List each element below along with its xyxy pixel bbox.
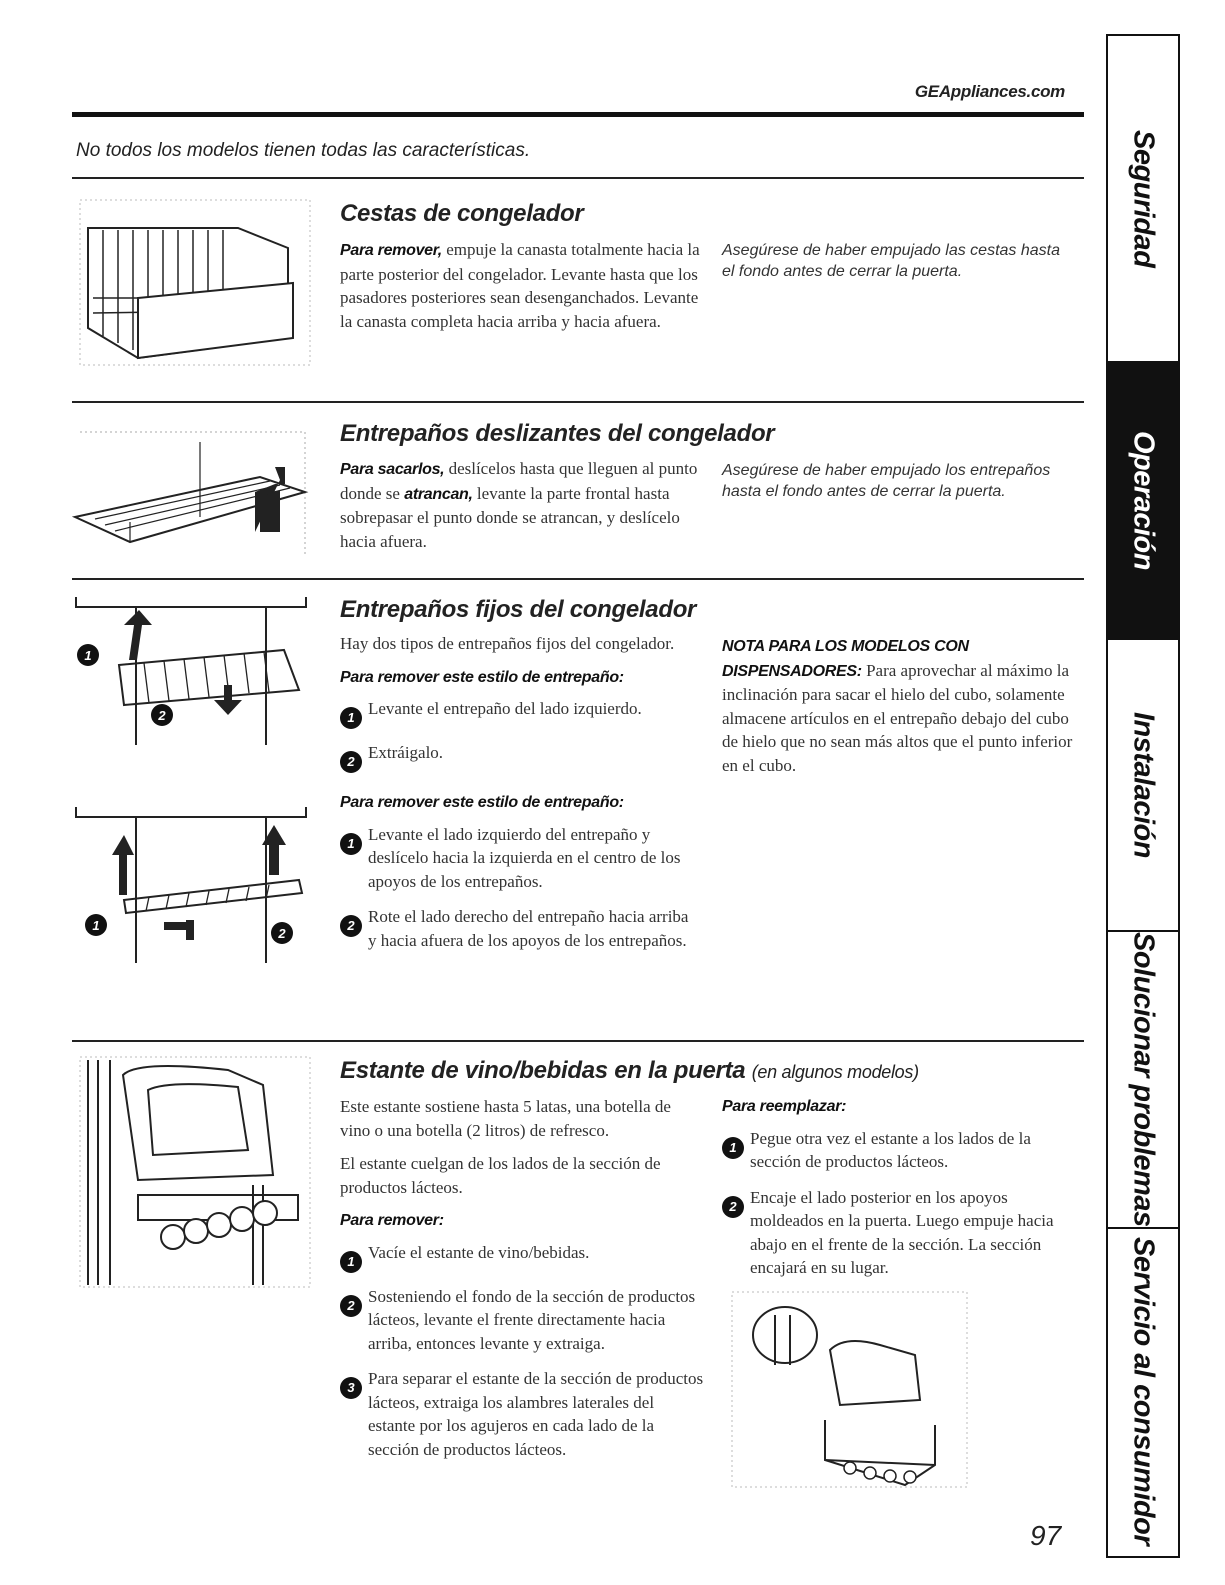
- section-title-baskets: Cestas de congelador: [340, 200, 584, 227]
- fixed-intro: Hay dos tipos de entrepaños fijos del congelador.: [340, 634, 675, 653]
- section-tabs: [1106, 34, 1180, 1558]
- step-text: Encaje el lado posterior en los apoyos moldeados en la puerta. Luego empuje hacia abajo en el frente de la sección. La sección encajará en su lugar.: [750, 1187, 1054, 1277]
- replace-text: [722, 1095, 1074, 1292]
- tab-label: Instalación: [1127, 712, 1160, 858]
- style1-step: [340, 741, 700, 773]
- section-title-sliding-shelves: Entrepaños deslizantes del congelador: [340, 420, 775, 447]
- baskets-body: empuje la canasta totalmente hacia la parte posterior del congelador. Levante hasta que los pasadores posteriores sean desenganchados. Levante la canasta completa hacia arriba y hacia afuera.: [340, 240, 700, 331]
- step-text: Extráigalo.: [368, 743, 444, 762]
- step-text: Pegue otra vez el estante a los lados de la sección de productos lácteos.: [750, 1128, 1031, 1171]
- sliding-body-a: deslícelos hasta que lleguen al punto donde se: [340, 459, 698, 503]
- style2-step: [340, 905, 700, 952]
- step-number-icon: 2: [340, 1295, 362, 1317]
- step-number-icon: 1: [340, 1251, 362, 1273]
- basket-illustration: [78, 198, 313, 368]
- section-rule: [72, 177, 1084, 179]
- step-text: Vacíe el estante de vino/bebidas.: [368, 1242, 590, 1262]
- sliding-side-note: Asegúrese de haber empujado los entrepaños hasta el fondo antes de cerrar la puerta.: [722, 462, 1051, 500]
- wine-subtitle: (en algunos modelos): [751, 1062, 919, 1082]
- fixed-shelves-text: [340, 632, 700, 964]
- style1-label: Para remover este estilo de entrepaño:: [340, 668, 624, 686]
- style1-step: [340, 697, 700, 729]
- dispenser-note-body: Para aprovechar al máximo la inclinación para sacar el hielo del cubo, solamente almacene artículos en el entrepaño debajo del cubo de hielo que no sean más altos que el punto inferior en el cubo.: [722, 660, 1073, 775]
- section-rule: [72, 578, 1084, 580]
- style2-callout-1: 1: [92, 918, 100, 933]
- page-number: 97: [1030, 1520, 1062, 1551]
- tab-label: Solucionar problemas: [1127, 932, 1160, 1227]
- style2-step: [340, 823, 700, 894]
- sliding-shelves-text: [340, 457, 700, 553]
- wine-p1: Este estante sostiene hasta 5 latas, una botella de vino o una botella (2 litros) de refresco.: [340, 1097, 671, 1140]
- step-number-icon: 2: [340, 915, 362, 937]
- step-number-icon: 1: [340, 833, 362, 855]
- step-number-icon: 1: [722, 1137, 744, 1159]
- step-number-icon: 2: [340, 751, 362, 773]
- remove-label: Para remover:: [340, 1212, 444, 1229]
- step-number-icon: 3: [340, 1377, 362, 1399]
- step-text: Rote el lado derecho del entrepaño hacia arriba y hacia afuera de los apoyos de los entrepaños.: [368, 907, 689, 950]
- tab-label: Servicio al consumidor: [1127, 1237, 1160, 1546]
- tab-servicio-al-consumidor[interactable]: [1108, 1229, 1178, 1554]
- sliding-lead: Para sacarlos,: [340, 461, 445, 478]
- tab-label: Seguridad: [1127, 129, 1160, 268]
- site-url[interactable]: GEAppliances.com: [914, 82, 1065, 101]
- section-title-fixed-shelves: Entrepaños fijos del congelador: [340, 596, 697, 623]
- step-text: Sosteniendo el fondo de la sección de productos lácteos, levante el frente directamente hacia arriba, entonces levante y extraiga.: [368, 1286, 696, 1353]
- section-rule: [72, 1040, 1084, 1042]
- style2-callout-2: 2: [278, 926, 286, 941]
- models-note: No todos los modelos tienen todas las características.: [76, 140, 531, 161]
- style2-label: Para remover este estilo de entrepaño:: [340, 794, 624, 811]
- tab-solucionar-problemas[interactable]: [1108, 932, 1178, 1229]
- remove-step: [340, 1241, 705, 1273]
- sliding-body-b: levante la parte frontal hasta sobrepasar el punto donde se atrancan, y deslícelo hacia afuera.: [340, 483, 680, 551]
- wine-p2: El estante cuelgan de los lados de la sección de productos lácteos.: [340, 1154, 661, 1197]
- tab-label: Operación: [1127, 431, 1160, 570]
- header-rule: [72, 112, 1084, 117]
- style1-callout-1: 1: [84, 648, 92, 663]
- step-number-icon: 1: [340, 707, 362, 729]
- step-number-icon: 2: [722, 1196, 744, 1218]
- fixed-shelf-style1-illustration: [74, 595, 314, 750]
- section-title-wine-rack: [340, 1057, 919, 1085]
- tab-instalacion[interactable]: [1108, 640, 1178, 932]
- fixed-shelf-style2-illustration: [74, 805, 314, 965]
- remove-step: [340, 1285, 705, 1356]
- step-text: Levante el entrepaño del lado izquierdo.: [368, 699, 642, 718]
- wine-rack-text: [340, 1095, 705, 1473]
- baskets-text: [340, 238, 700, 333]
- rack-attach-illustration: [730, 1290, 970, 1490]
- remove-step: [340, 1367, 705, 1461]
- replace-step: [722, 1186, 1074, 1280]
- wine-title: Estante de vino/bebidas en la puerta: [340, 1057, 746, 1084]
- step-text: Para separar el estante de la sección de productos lácteos, extraiga los alambres laterales del estante por los agujeros en cada lado de la sección de productos lácteos.: [368, 1369, 704, 1459]
- tab-operacion[interactable]: [1108, 363, 1178, 640]
- section-rule: [72, 401, 1084, 403]
- replace-label: Para reemplazar:: [722, 1098, 847, 1115]
- sliding-shelf-illustration: [70, 422, 315, 562]
- baskets-lead: Para remover,: [340, 242, 442, 259]
- tab-seguridad[interactable]: [1108, 36, 1178, 363]
- style1-callout-2: 2: [158, 708, 166, 723]
- replace-step: [722, 1127, 1074, 1174]
- sliding-emph: atrancan,: [404, 485, 473, 503]
- door-rack-illustration: [78, 1055, 313, 1290]
- baskets-side-note: Asegúrese de haber empujado las cestas hasta el fondo antes de cerrar la puerta.: [722, 242, 1060, 280]
- dispenser-note: [722, 634, 1074, 777]
- dispenser-note-label: NOTA PARA LOS MODELOS CON DISPENSADORES:: [722, 638, 969, 680]
- step-text: Levante el lado izquierdo del entrepaño y deslícelo hacia la izquierda en el centro de los apoyos de los entrepaños.: [368, 824, 681, 891]
